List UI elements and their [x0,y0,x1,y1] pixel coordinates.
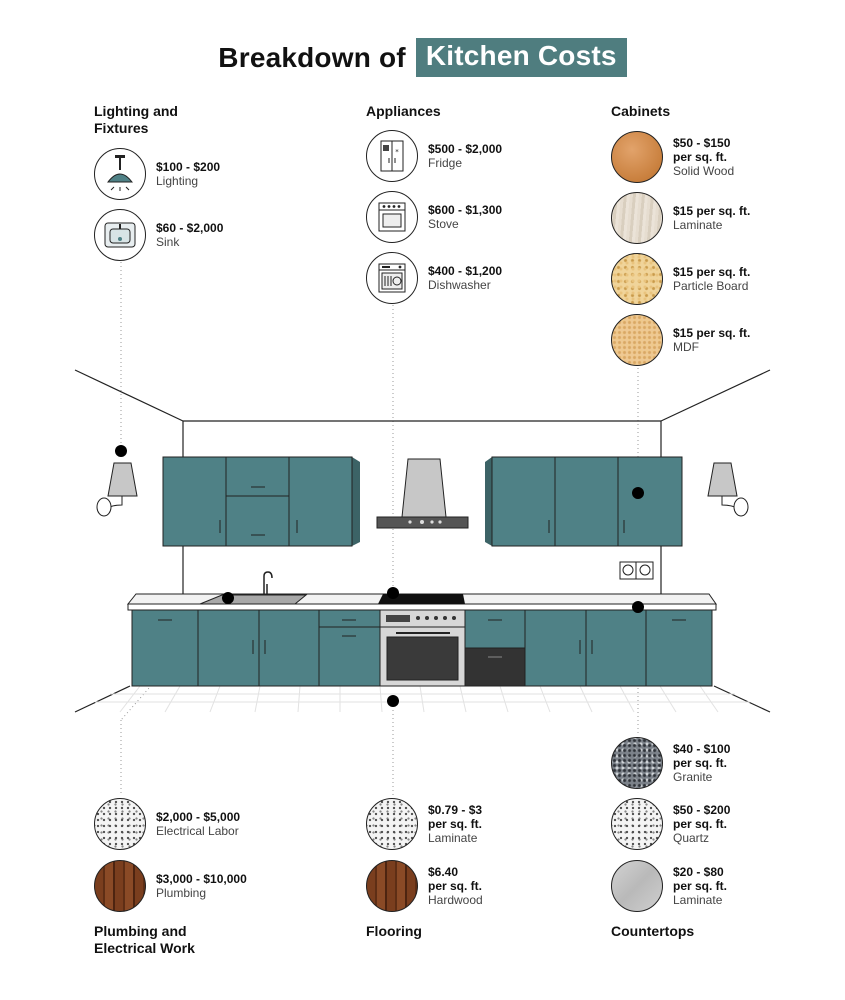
plumbing-swatch [94,860,146,912]
label: MDF [673,339,699,354]
price: $3,000 - $10,000 [156,871,247,886]
item-sink [94,209,223,261]
label: Laminate [428,830,478,845]
stove-unit [380,610,465,686]
fridge-icon [366,130,418,182]
label: Fridge [428,155,463,170]
item-lighting [94,148,220,200]
faucet [264,572,272,596]
item-plumbing [94,860,247,912]
label: Particle Board [673,278,749,293]
price: $40 - $100 per sq. ft. [673,741,731,770]
floor-laminate-swatch [366,798,418,850]
laminate-swatch [611,192,663,244]
countertop [128,594,716,610]
range-hood [377,459,468,528]
svg-text:*: * [395,148,399,156]
label: Quartz [673,830,710,845]
price: $15 per sq. ft. [673,203,751,218]
heading-countertops: Countertops [611,923,695,939]
price: $60 - $2,000 [156,220,224,235]
label: Dishwasher [428,277,491,292]
label: Laminate [673,217,723,232]
pendant-lamp-icon [94,148,146,200]
mdf-swatch [611,314,663,366]
price: $15 per sq. ft. [673,325,751,340]
item-counter-laminate [611,860,727,912]
price: $0.79 - $3 per sq. ft. [428,802,483,831]
label: Plumbing [156,885,207,900]
counter-laminate-swatch [611,860,663,912]
price: $100 - $200 [156,159,221,174]
wall-lamp-left [97,463,137,516]
item-mdf [611,314,750,366]
price: $600 - $1,300 [428,202,503,217]
label: Hardwood [428,892,483,907]
price: $50 - $150 per sq. ft. [673,135,731,164]
item-fridge [366,130,502,182]
quartz-swatch [611,798,663,850]
heading-lighting: Lighting and Fixtures [94,103,178,136]
item-stove [366,191,502,243]
dishwasher-icon [366,252,418,304]
upper-cabinets-right [485,457,682,546]
price: $400 - $1,200 [428,263,503,278]
title-prefix: Breakdown of [218,41,406,73]
price: $20 - $80 per sq. ft. [673,864,728,893]
granite-swatch [611,737,663,789]
item-electrical-labor [94,798,240,850]
solid-wood-swatch [611,131,663,183]
item-granite [611,737,730,789]
label: Lighting [156,173,199,188]
item-hardwood [366,860,483,912]
price: $15 per sq. ft. [673,264,751,279]
item-dishwasher [366,252,502,304]
label: Electrical Labor [156,823,239,838]
item-solid-wood [611,131,734,183]
stove-icon [366,191,418,243]
heading-plumbing: Plumbing and Electrical Work [94,923,195,956]
price: $2,000 - $5,000 [156,809,241,824]
heading-flooring: Flooring [366,923,422,939]
particle-board-swatch [611,253,663,305]
floor-tiles [95,686,750,712]
label: Sink [156,234,180,249]
heading-appliances: Appliances [366,103,441,119]
power-outlet [620,562,653,579]
price: $6.40 per sq. ft. [428,864,483,893]
label: Laminate [673,892,723,907]
item-quartz [611,798,730,850]
price: $500 - $2,000 [428,141,503,156]
title-highlight: Kitchen Costs [416,38,627,77]
label: Granite [673,769,713,784]
heading-cabinets: Cabinets [611,103,671,119]
electrical-labor-swatch [94,798,146,850]
upper-cabinets-left [163,457,360,546]
label: Stove [428,216,459,231]
item-particle-board [611,253,750,305]
sink-icon [94,209,146,261]
item-floor-laminate [366,798,482,850]
hardwood-swatch [366,860,418,912]
item-cabinet-laminate [611,192,750,244]
label: Solid Wood [673,163,735,178]
price: $50 - $200 per sq. ft. [673,802,731,831]
wall-lamp-right [708,463,748,516]
